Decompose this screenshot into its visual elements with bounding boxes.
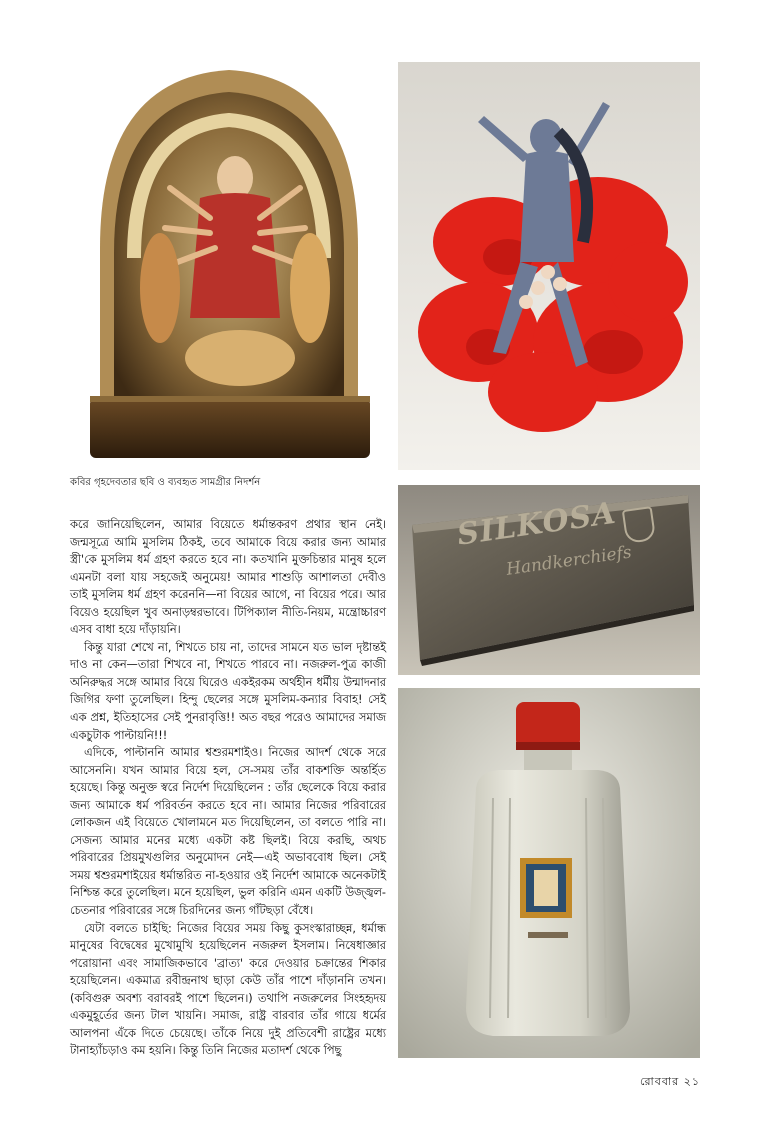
kali-figurine-photo [398, 62, 700, 470]
durga-painting-photo [70, 58, 388, 468]
tin-brand-label: SILKOSA [455, 495, 619, 553]
page-folio: রোববার ২১ [640, 1075, 700, 1088]
kali-figurine-image [398, 62, 700, 470]
perfume-bottle-image [398, 688, 700, 1058]
tin-sub-label: Handkerchiefs [505, 542, 633, 580]
body-paragraph: করে জানিয়েছিলেন, আমার বিয়েতে ধর্মান্তকরণ প্রথার স্থান নেই। জন্মসূত্রে আমি মুসলিম ঠিকই, তবে আমাকে বিয়ে করার জন্য আমার স্ত্রী'কে মুসলিম ধর্ম গ্রহণ করতে হবে না। কতখানি মুক্তচিন্তার মানুষ হলে এমনটা বলা যায় সহজেই অনুমেয়! আমার শাশুড়ি আশালতা দেবীও তাই মুসলিম ধর্ম গ্রহণ করেননি—না বিয়ের আগে, না বিয়ের পরে। আর বিয়েও হয়েছিল খুব অনাড়ম্বরভাবে। টিপিক্যাল নীতি-নিয়ম, মন্ত্রোচ্চারণ এসব বাধা হয়ে দাঁড়ায়নি। [70, 518, 386, 637]
body-paragraph: কিন্তু যারা শেখে না, শিখতে চায় না, তাদের সামনে যত ভাল দৃষ্টান্তই দাও না কেন—তারা শিখবে না, শিখতে পারবে না। নজরুল-পুত্র কাজী অনিরুদ্ধর সঙ্গে আমার বিয়ে ঘিরেও একইরকম অর্থহীন ধর্মীয় উন্মাদনার জিগির ফণা তুলেছিল। হিন্দু ছেলের সঙ্গে মুসলিম-কন্যার বিবাহ! সেই এক প্রশ্ন, ইতিহাসের সেই পুনরাবৃত্তি!! অত বছর পরেও আমাদের সমাজ একচুটাক পাল্টায়নি!!! [70, 640, 386, 742]
body-paragraph: এদিকে, পাল্টাননি আমার শ্বশুরমশাইও। নিজের আদর্শ থেকে সরে আসেননি। যখন আমার বিয়ে হল, সে-সময় তাঁর বাকশক্তি অন্তর্হিত হয়েছে। কিন্তু অনুক্ত স্বরে নির্দেশ দিয়েছিলেন : তাঁর ছেলেকে বিয়ে করার জন্য আমাকে ধর্ম পরিবর্তন করতে হবে না। আমার নিজের পরিবারের লোকজন এই বিয়েতে খোলামনে মত দিয়েছিলেন, তা বলতে পারি না। সেজন্য আমার মনের মধ্যে একটা কষ্ট ছিলই। বিয়ে করছি, অথচ পরিবারের প্রিয়মুখগুলির অনুমোদন নেই—এই অভাববোধ ছিল। সেই সময় শ্বশুরমশাইয়ের ধর্মান্তরিত না-হওয়ার ওই নির্দেশ আমাকে অনেকটাই নিশ্চিন্ত করে তুলেছিল। মনে হয়েছিল, ভুল করিনি এমন একটি উজ্জ্বল-চেতনার পরিবারের সঙ্গে চিরদিনের জন্য গাঁটছড়া বেঁধে। [70, 746, 386, 918]
body-paragraph: যেটা বলতে চাইছি: নিজের বিয়ের সময় কিছু কুসংস্কারাচ্ছন্ন, ধর্মান্ধ মানুষের বিদ্বেষের মুখোমুখি হয়েছিলেন নজরুল ইসলাম। নিষেধাজ্ঞার পরোয়ানা এবং সামাজিকভাবে 'ব্রাত্য' করে দেওয়ার চক্রান্তের শিকার হয়েছিলেন। একমাত্র রবীন্দ্রনাথ ছাড়া কেউ তাঁর পাশে দাঁড়াননি তখন। (কবিগুরু অবশ্য বরাবরই পাশে ছিলেন।) তথাপি নজরুলের সিংহহৃদয় একমুহূর্তের জন্য টাল খায়নি। সমাজ, রাষ্ট্র বারবার তাঁর গায়ে ধর্মের আলপনা এঁকে দিতে চেয়েছে। তাঁকে নিয়ে দুই প্রতিবেশী রাষ্ট্রের মধ্যে টানাহ্যাঁচড়াও কম হয়নি। কিন্তু তিনি নিজের মতাদর্শ থেকে পিছু [70, 921, 386, 1058]
photo-caption: কবির গৃহদেবতার ছবি ও ব্যবহৃত সামগ্রীর নিদর্শন [70, 477, 261, 488]
durga-painting-image [70, 58, 388, 468]
article-body [70, 516, 386, 1062]
perfume-bottle-photo [398, 688, 700, 1058]
